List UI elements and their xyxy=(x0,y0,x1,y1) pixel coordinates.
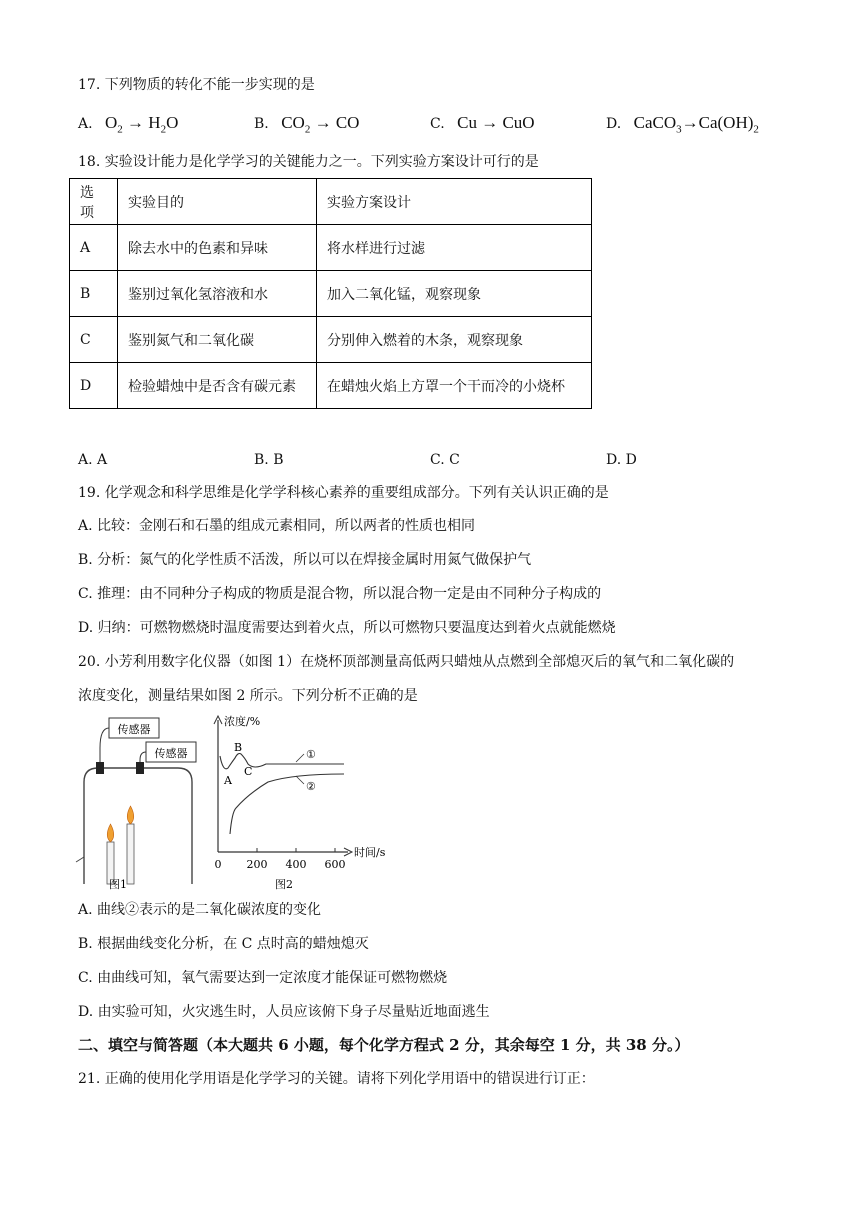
q18-answer-d: D. D xyxy=(606,452,637,468)
table-cell: C xyxy=(70,317,118,363)
q20-stem-line2: 浓度变化，测量结果如图 2 所示。下列分析不正确的是 xyxy=(78,688,418,704)
option-letter: C. xyxy=(430,116,445,132)
q17-option-a xyxy=(78,113,178,139)
option-letter: D. xyxy=(606,116,622,132)
table-row xyxy=(70,363,592,409)
figure-caption: 图2 xyxy=(275,878,293,891)
curve-label-2: ② xyxy=(306,780,316,793)
point-label-b: B xyxy=(234,741,243,754)
q21-stem: 21. 正确的使用化学用语是化学学习的关键。请将下列化学用语中的错误进行订正： xyxy=(78,1071,595,1087)
figure-1-apparatus xyxy=(74,712,204,894)
table-cell: 将水样进行过滤 xyxy=(317,225,592,271)
table-row xyxy=(70,271,592,317)
y-axis-label: 浓度/% xyxy=(224,715,261,728)
table-header-cell: 实验方案设计 xyxy=(317,179,592,225)
figure-caption: 图1 xyxy=(109,878,127,891)
x-tick-label: 0 xyxy=(214,858,222,871)
leader-line xyxy=(296,776,304,784)
sensor-probe xyxy=(136,762,144,774)
sensor-probe xyxy=(96,762,104,774)
table-cell: B xyxy=(70,271,118,317)
beaker xyxy=(84,768,192,884)
formula: $CaCO_3\to Ca(OH)_2$ xyxy=(633,113,759,136)
q18-answer-b: B. B xyxy=(254,452,284,468)
formula: Cu → CuO xyxy=(457,113,535,132)
q20-stem-line1: 20. 小芳利用数字化仪器（如图 1）在烧杯顶部测量高低两只蜡烛从点燃到全部熄灭后的氧气和二氧化碳的 xyxy=(78,654,735,670)
table-header-row xyxy=(70,179,592,225)
formula: $O_2 \to H_2O$ xyxy=(105,113,179,136)
q18-answer-c: C. C xyxy=(430,452,460,468)
x-tick-label: 600 xyxy=(324,858,346,871)
point-label-a: A xyxy=(224,774,232,787)
arrow-icon: → xyxy=(314,113,332,132)
q17-stem: 17. 下列物质的转化不能一步实现的是 xyxy=(78,77,315,93)
curve-label-1: ① xyxy=(306,748,316,761)
curve-2 xyxy=(230,774,344,834)
option-letter: B. xyxy=(254,116,269,132)
arrow-icon: → xyxy=(681,113,699,132)
q19-option-a: A. 比较：金刚石和石墨的组成元素相同，所以两者的性质也相同 xyxy=(78,518,476,534)
table-cell: 加入二氧化锰，观察现象 xyxy=(317,271,592,317)
flame-icon xyxy=(127,806,134,824)
table-row xyxy=(70,225,592,271)
section-title: 二、填空与简答题（本大题共 6 小题，每个化学方程式 2 分，其余每空 1 分，共 38 分。） xyxy=(78,1036,690,1054)
beaker-lip xyxy=(76,857,84,862)
q20-option-d: D. 由实验可知，火灾逃生时，人员应该俯下身子尽量贴近地面逃生 xyxy=(78,1004,490,1020)
point-label-c: C xyxy=(244,765,253,778)
formula: $CO_2$ → CO xyxy=(281,113,360,136)
x-tick-label: 400 xyxy=(285,858,307,871)
figure-2-chart xyxy=(208,712,398,894)
table-cell: 分别伸入燃着的木条，观察现象 xyxy=(317,317,592,363)
table-cell: A xyxy=(70,225,118,271)
sensor-label: 传感器 xyxy=(154,747,188,760)
q19-stem: 19. 化学观念和科学思维是化学学科核心素养的重要组成部分。下列有关认识正确的是 xyxy=(78,485,609,501)
flame-icon xyxy=(107,824,114,842)
table-cell: 鉴别过氧化氢溶液和水 xyxy=(118,271,317,317)
q17-option-d xyxy=(606,113,759,139)
table-header-cell: 选项 xyxy=(70,179,118,225)
q19-option-c: C. 推理：由不同种分子构成的物质是混合物，所以混合物一定是由不同种分子构成的 xyxy=(78,586,602,602)
table-cell: 除去水中的色素和异味 xyxy=(118,225,317,271)
x-axis-label: 时间/s xyxy=(354,846,386,859)
q17-option-c xyxy=(430,113,535,134)
q18-answer-a: A. A xyxy=(78,452,108,468)
sensor-label: 传感器 xyxy=(117,723,151,736)
candle-high xyxy=(127,824,134,884)
table-header-cell: 实验目的 xyxy=(118,179,317,225)
q17-option-b xyxy=(254,113,359,139)
x-tick-label: 200 xyxy=(246,858,268,871)
curve-1 xyxy=(220,754,344,769)
q20-option-c: C. 由曲线可知，氧气需要达到一定浓度才能保证可燃物燃烧 xyxy=(78,970,448,986)
sensor-wire xyxy=(140,752,146,762)
table-cell: 鉴别氮气和二氧化碳 xyxy=(118,317,317,363)
leader-line xyxy=(296,754,304,762)
table-cell: 在蜡烛火焰上方罩一个干而冷的小烧杯 xyxy=(317,363,592,409)
table-row xyxy=(70,317,592,363)
experiment-table xyxy=(69,178,592,409)
arrow-icon: → xyxy=(481,113,499,132)
q20-option-a: A. 曲线②表示的是二氧化碳浓度的变化 xyxy=(78,902,322,918)
sensor-wire xyxy=(100,728,109,762)
arrow-icon: → xyxy=(127,113,145,132)
q19-option-b: B. 分析：氮气的化学性质不活泼，所以可以在焊接金属时用氮气做保护气 xyxy=(78,552,532,568)
option-letter: A. xyxy=(78,116,93,132)
table-cell: 检验蜡烛中是否含有碳元素 xyxy=(118,363,317,409)
q20-option-b: B. 根据曲线变化分析，在 C 点时高的蜡烛熄灭 xyxy=(78,936,369,952)
q19-option-d: D. 归纳：可燃物燃烧时温度需要达到着火点，所以可燃物只要温度达到着火点就能燃烧 xyxy=(78,620,616,636)
q18-stem: 18. 实验设计能力是化学学习的关键能力之一。下列实验方案设计可行的是 xyxy=(78,154,539,170)
table-cell: D xyxy=(70,363,118,409)
